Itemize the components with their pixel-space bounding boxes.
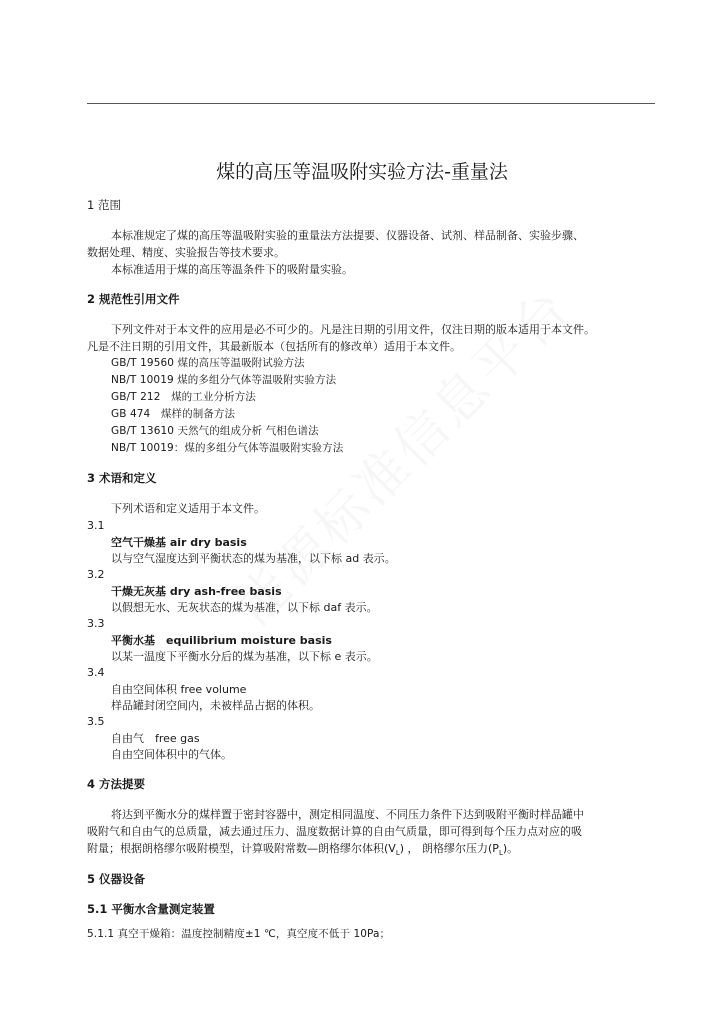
- section-4-paragraph-line: 吸附气和自由气的总质量，减去通过压力、温度数据计算的自由气质量，即可得到每个压力点对应的吸: [87, 825, 582, 838]
- subsection-heading: 5.1 平衡水含量测定装置: [87, 902, 215, 916]
- section-3-heading: 3 术语和定义: [87, 471, 157, 485]
- section-1-paragraph-line: 本标准规定了煤的高压等温吸附实验的重量法方法提要、仪器设备、试剂、样品制备、实验步骤、: [111, 229, 584, 242]
- section-1-heading: 1 范围: [87, 198, 121, 212]
- header-rule: [87, 103, 655, 104]
- term-number: 3.2: [87, 568, 105, 581]
- formula-text: ) ， 朗格缪尔压力(P: [399, 842, 499, 855]
- term-name: 自由空间体积 free volume: [111, 683, 247, 696]
- section-2-paragraph-line: 下列文件对于本文件的应用是必不可少的。凡是注日期的引用文件，仅注日期的版本适用于本文件。: [111, 323, 595, 336]
- section-4-paragraph-line: [87, 841, 518, 861]
- equipment-item: 5.1.1 真空干燥箱：温度控制精度±1 ℃，真空度不低于 10Pa；: [87, 928, 391, 940]
- term-name: 干燥无灰基 dry ash-free basis: [111, 585, 282, 598]
- section-2-heading: 2 规范性引用文件: [87, 292, 180, 306]
- term-definition: 以与空气湿度达到平衡状态的煤为基准，以下标 ad 表示。: [111, 552, 396, 565]
- term-definition: 样品罐封闭空间内，未被样品占据的体积。: [111, 699, 320, 712]
- term-name: 空气干燥基 air dry basis: [111, 536, 247, 549]
- term-definition: 以假想无水、无灰状态的煤为基准，以下标 daf 表示。: [111, 601, 378, 614]
- term-number: 3.3: [87, 617, 105, 630]
- subscript: L: [395, 849, 400, 858]
- formula-text: 附量；根据朗格缪尔吸附模型，计算吸附常数—朗格缪尔体积(V: [87, 842, 396, 855]
- document-title: 煤的高压等温吸附实验方法-重量法: [216, 161, 508, 183]
- section-3-intro: 下列术语和定义适用于本文件。: [111, 502, 265, 515]
- section-1-paragraph-line: 数据处理、精度、实验报告等技术要求。: [87, 246, 285, 259]
- reference-item: GB/T 212 煤的工业分析方法: [111, 391, 256, 403]
- subscript: L: [498, 849, 503, 858]
- term-name: 平衡水基 equilibrium moisture basis: [111, 634, 332, 647]
- reference-item: GB/T 19560 煤的高压等温吸附试验方法: [111, 357, 305, 369]
- term-definition: 以某一温度下平衡水分后的煤为基准，以下标 e 表示。: [111, 650, 378, 663]
- reference-item: NB/T 10019：煤的多组分气体等温吸附实验方法: [111, 442, 344, 454]
- section-2-paragraph-line: 凡是不注日期的引用文件，其最新版本（包括所有的修改单）适用于本文件。: [87, 340, 461, 353]
- section-1-scope-line: 本标准适用于煤的高压等温条件下的吸附量实验。: [111, 263, 353, 276]
- reference-item: GB/T 13610 天然气的组成分析 气相色谱法: [111, 425, 319, 437]
- section-4-heading: 4 方法提要: [87, 777, 146, 791]
- term-number: 3.5: [87, 715, 105, 728]
- section-5-heading: 5 仪器设备: [87, 872, 146, 886]
- reference-item: NB/T 10019 煤的多组分气体等温吸附实验方法: [111, 374, 337, 386]
- term-number: 3.4: [87, 666, 105, 679]
- term-number: 3.1: [87, 519, 105, 532]
- term-name: 自由气 free gas: [111, 732, 200, 745]
- formula-text: )。: [502, 842, 519, 855]
- reference-item: GB 474 煤样的制备方法: [111, 408, 236, 420]
- term-definition: 自由空间体积中的气体。: [111, 748, 232, 761]
- section-4-paragraph-line: 将达到平衡水分的煤样置于密封容器中，测定相同温度、不同压力条件下达到吸附平衡时样品罐中: [111, 808, 584, 821]
